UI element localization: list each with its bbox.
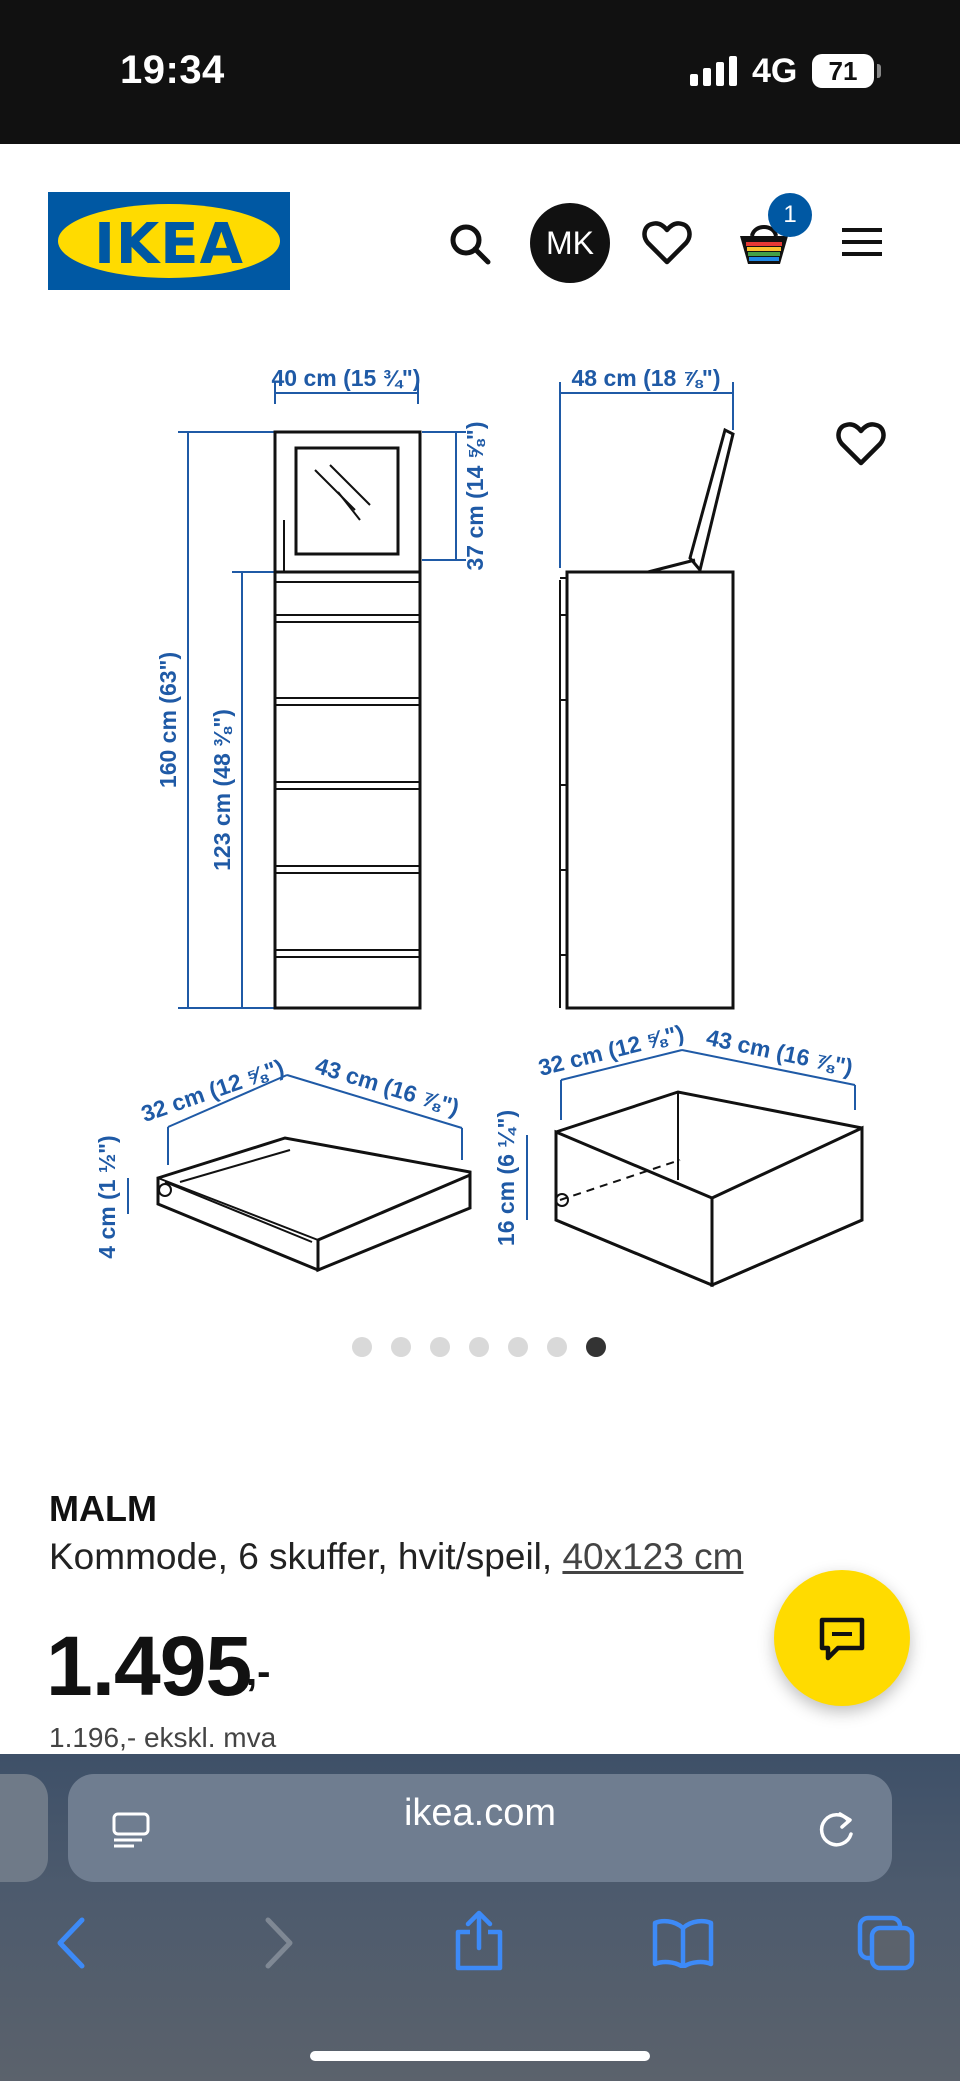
dim-depth-side: 48 cm (18 ⅞") [571,365,721,391]
forward-icon[interactable] [262,1916,296,1970]
chat-button[interactable] [774,1570,910,1706]
product-size-link[interactable]: 40x123 cm [562,1536,744,1577]
carousel-dot[interactable] [508,1337,528,1357]
dim-small-drawer-height: 4 cm (1 ½") [94,1135,120,1259]
search-icon[interactable] [448,222,492,266]
back-icon[interactable] [54,1916,88,1970]
dim-small-drawer-width: 32 cm (12 ⅝") [137,1053,288,1127]
carousel-dot[interactable] [391,1337,411,1357]
product-dimension-drawing[interactable] [0,320,960,1300]
product-description [49,1536,743,1578]
product-description-text: Kommode, 6 skuffer, hvit/speil, [49,1536,563,1577]
product-name: MALM [49,1488,157,1529]
dim-mirror-height: 37 cm (14 ⅝") [462,421,488,571]
heart-icon[interactable] [642,220,692,266]
dim-large-drawer-height: 16 cm (6 ¼") [493,1109,519,1247]
url-text[interactable]: ikea.com [403,1792,557,1834]
menu-icon[interactable] [842,226,882,258]
chat-icon [818,1616,866,1662]
share-icon[interactable] [452,1910,506,1972]
avatar[interactable]: MK [530,203,610,283]
battery-tip [877,64,881,78]
tabs-icon[interactable] [856,1914,916,1972]
reload-icon[interactable] [818,1810,856,1850]
carousel-dot[interactable] [547,1337,567,1357]
dim-total-height: 160 cm (63") [155,651,181,789]
signal-icon [690,56,737,86]
status-time: 19:34 [120,48,225,92]
cart-badge: 1 [768,193,812,237]
carousel-dot-active[interactable] [586,1337,606,1357]
ikea-logo[interactable] [48,192,290,290]
dim-width-front: 40 cm (15 ¾") [271,365,421,391]
status-bar [0,0,960,144]
carousel-dot[interactable] [352,1337,372,1357]
dim-cabinet-height: 123 cm (48 ⅜") [209,709,235,871]
carousel-dot[interactable] [430,1337,450,1357]
carousel-dot[interactable] [469,1337,489,1357]
carousel-dots [352,1337,606,1357]
network-type: 4G [752,52,798,90]
home-indicator[interactable] [310,2051,650,2061]
price-excl-vat: 1.196,- ekskl. mva [49,1722,277,1753]
add-to-favourites-icon[interactable] [836,420,886,468]
dim-large-drawer-depth: 43 cm (16 ⅞") [704,1023,856,1081]
logo-text: IKEA [94,212,244,277]
product-price: 1.495 [46,1619,252,1713]
dim-small-drawer-depth: 43 cm (16 ⅞") [312,1052,463,1121]
dim-large-drawer-width: 32 cm (12 ⅝") [535,1019,687,1081]
battery-icon: 71 [812,54,874,88]
bookmarks-icon[interactable] [652,1918,714,1968]
price-suffix: ,- [246,1650,271,1694]
